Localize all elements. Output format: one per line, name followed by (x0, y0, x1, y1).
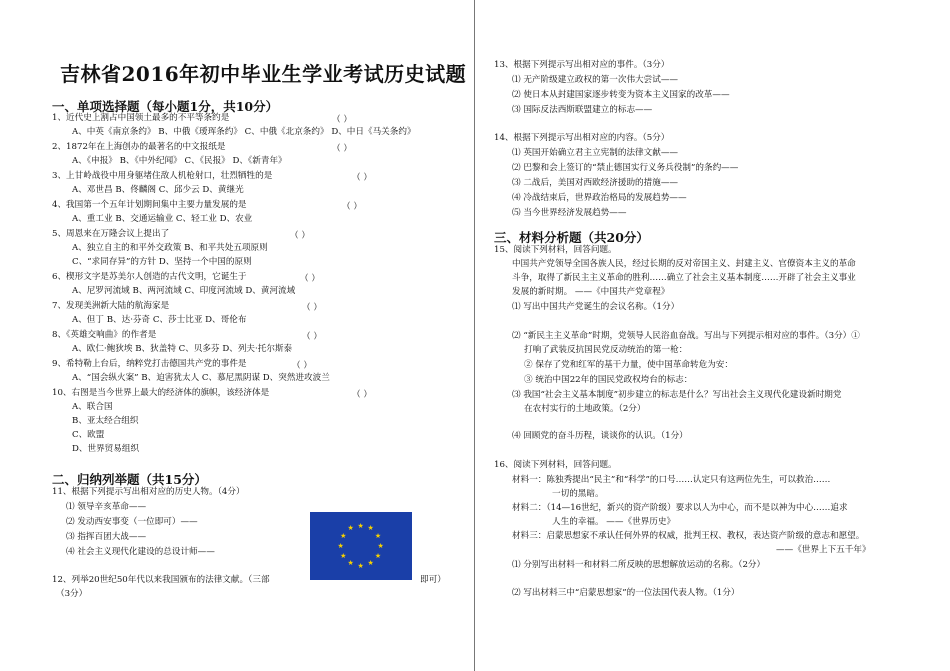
section2-heading: 二、归纳列举题（共15分） (52, 472, 207, 487)
flag-star-icon: ★ (347, 524, 354, 533)
section1-heading: 一、单项选择题（每小题1分，共10分） (52, 99, 279, 114)
eu-flag-image (310, 512, 412, 580)
flag-star-icon: ★ (357, 561, 364, 570)
flag-star-icon: ★ (374, 551, 382, 560)
flag-star-icon: ★ (357, 521, 364, 530)
flag-star-icon: ★ (347, 558, 354, 567)
flag-star-icon: ★ (340, 531, 347, 540)
column-divider (474, 0, 475, 671)
flag-star-icon: ★ (367, 558, 374, 567)
flag-star-icon: ★ (377, 541, 384, 550)
flag-star-icon: ★ (367, 524, 374, 533)
flag-star-icon: ★ (374, 531, 382, 540)
flag-star-icon: ★ (340, 551, 347, 560)
flag-star-icon: ★ (337, 541, 344, 550)
page-title: 吉林省2016年初中毕业生学业考试历史试题 (60, 62, 467, 86)
section3-heading: 三、材料分析题（共20分） (494, 230, 649, 245)
